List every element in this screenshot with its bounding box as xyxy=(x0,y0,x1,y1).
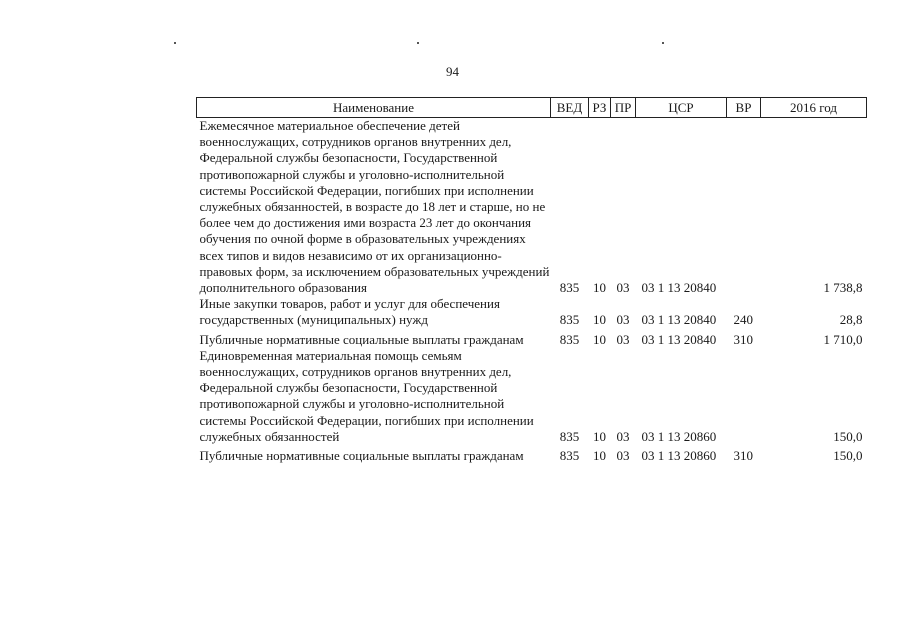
header-rz: РЗ xyxy=(589,98,611,118)
cell-rz: 10 xyxy=(593,312,606,328)
page-number: 94 xyxy=(446,64,459,79)
cell-amount: 28,8 xyxy=(839,312,863,328)
row-name: Единовременная материальная помощь семьям военнослужащих, сотрудников органов внутренних дел, Федеральной службы безопасности, Государственной противопожарной службы и уголовно-исполнительной системы Российской Федерации, погибших при исполнении служебных обязанностей xyxy=(199,347,534,444)
cell-amount: 150,0 xyxy=(833,448,863,464)
cell-vr xyxy=(727,348,761,445)
table-row xyxy=(197,348,867,445)
table-header-row xyxy=(197,98,867,118)
scan-mark xyxy=(417,42,419,44)
cell-rz: 10 xyxy=(593,428,606,444)
row-name: Ежемесячное материальное обеспечение детей военнослужащих, сотрудников органов внутренних дел, Федеральной службы безопасности, Государственной противопожарной службы и уголовно-исполнительной системы Российской Федерации, погибших при исполнении служебных обязанностей, в возрасте до 18 лет и старше, но не более чем до достижения ими возраста 23 лет до окончания обучения по очной форме в образовательных учреждениях всех типов и видов независимо от их организационно- правовых форм, за исключением образовательных учреждений дополнительного образования xyxy=(199,118,550,296)
cell-vr: 310 xyxy=(733,331,753,347)
header-year: 2016 год xyxy=(761,98,867,118)
table-row xyxy=(197,296,867,328)
header-vr: ВР xyxy=(727,98,761,118)
row-name: Иные закупки товаров, работ и услуг для обеспечения государственных (муниципальных) нужд xyxy=(199,296,500,328)
header-ved: ВЕД xyxy=(551,98,589,118)
cell-csr: 03 1 13 20860 xyxy=(641,428,717,444)
cell-vr: 240 xyxy=(733,312,753,328)
cell-rz: 10 xyxy=(593,331,606,347)
table-row xyxy=(197,329,867,348)
header-name: Наименование xyxy=(197,98,551,118)
cell-rz: 10 xyxy=(593,280,606,296)
header-pr: ПР xyxy=(611,98,636,118)
cell-amount: 150,0 xyxy=(833,428,863,444)
cell-ved: 835 xyxy=(559,448,580,464)
row-name: Публичные нормативные социальные выплаты гражданам xyxy=(199,448,524,464)
cell-ved: 835 xyxy=(559,312,580,328)
cell-csr: 03 1 13 20860 xyxy=(641,448,717,464)
cell-pr: 03 xyxy=(616,448,630,464)
cell-vr xyxy=(727,118,761,297)
cell-pr: 03 xyxy=(616,312,630,328)
row-name: Публичные нормативные социальные выплаты гражданам xyxy=(199,331,524,347)
scan-mark xyxy=(174,42,176,44)
cell-csr: 03 1 13 20840 xyxy=(641,280,717,296)
cell-pr: 03 xyxy=(616,331,630,347)
cell-vr: 310 xyxy=(733,448,753,464)
cell-ved: 835 xyxy=(559,280,580,296)
cell-ved: 835 xyxy=(559,428,580,444)
cell-csr: 03 1 13 20840 xyxy=(641,331,717,347)
scan-mark xyxy=(662,42,664,44)
cell-pr: 03 xyxy=(616,428,630,444)
cell-amount: 1 738,8 xyxy=(823,280,863,296)
budget-table xyxy=(196,97,867,464)
cell-csr: 03 1 13 20840 xyxy=(641,312,717,328)
cell-pr: 03 xyxy=(616,280,630,296)
table-row xyxy=(197,445,867,464)
header-csr: ЦСР xyxy=(636,98,727,118)
cell-ved: 835 xyxy=(559,331,580,347)
cell-amount: 1 710,0 xyxy=(823,331,863,347)
table-row xyxy=(197,118,867,297)
cell-rz: 10 xyxy=(593,448,606,464)
